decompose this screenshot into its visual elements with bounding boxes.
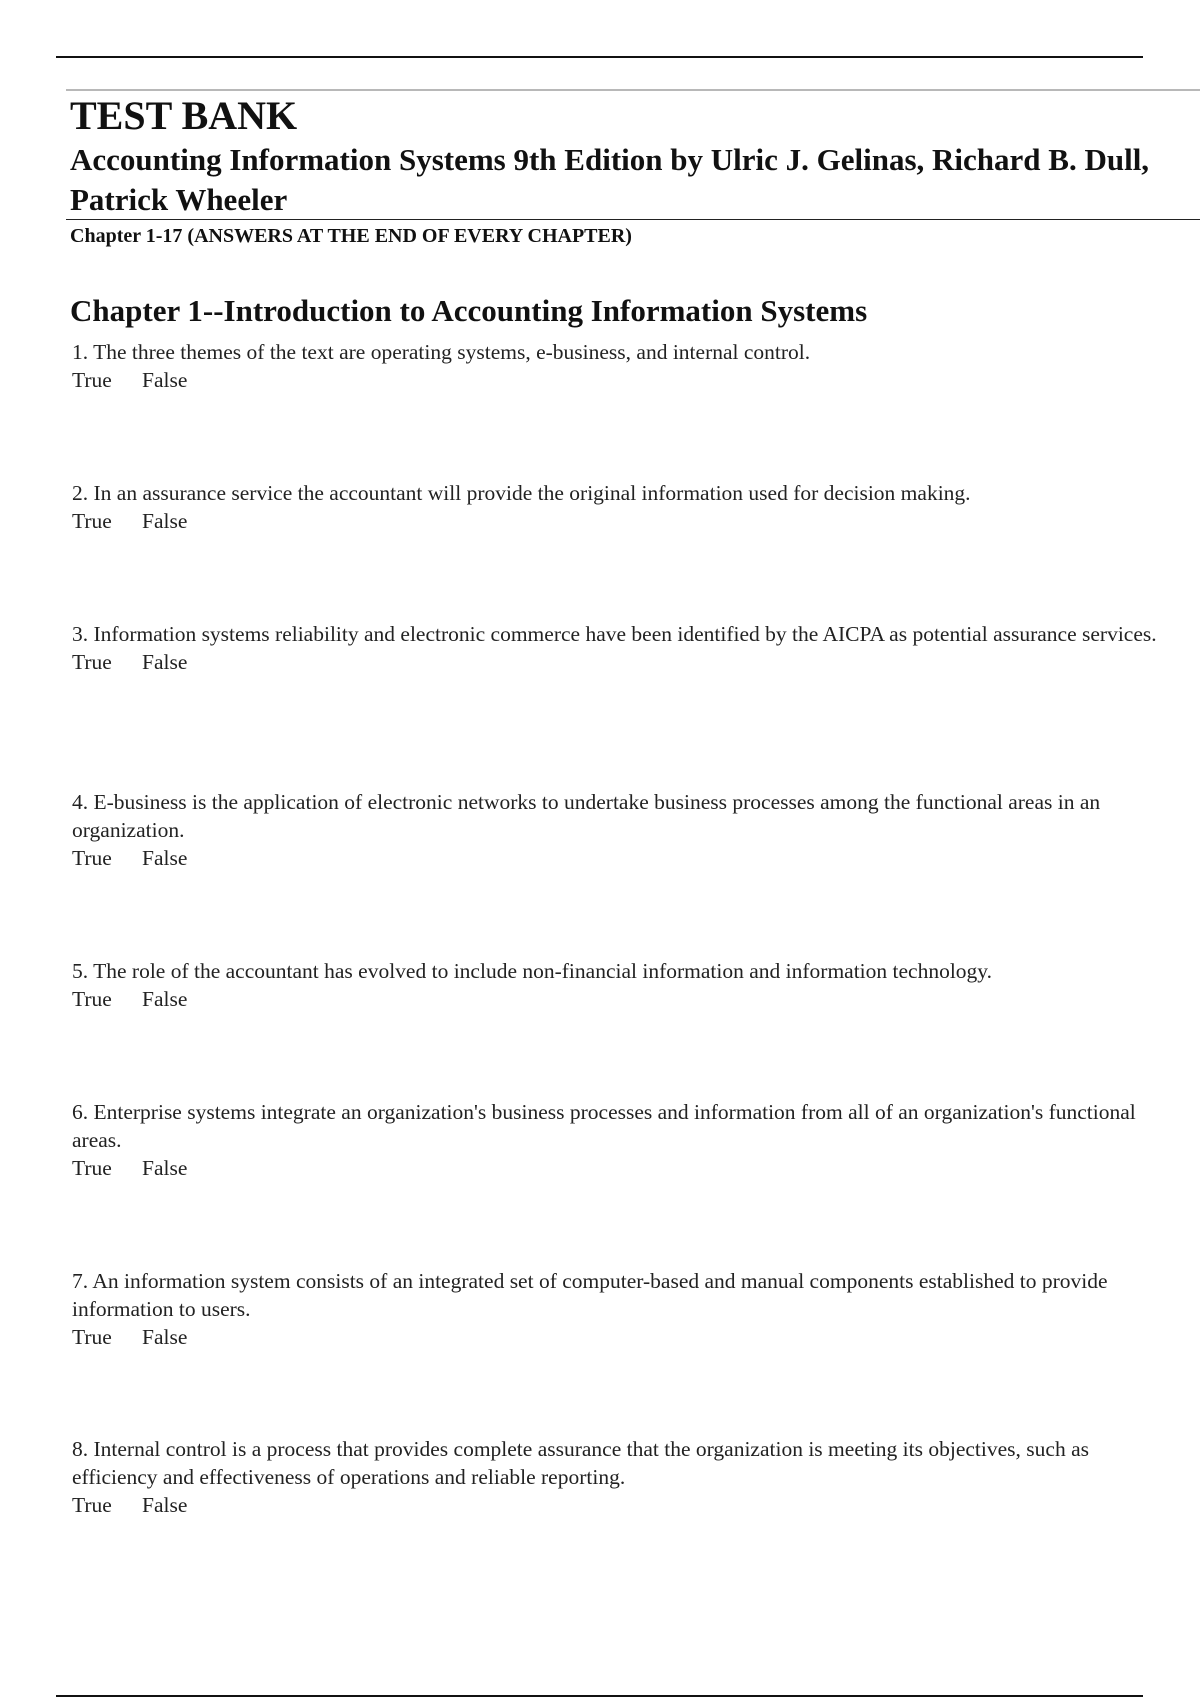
option-false[interactable]: False [142, 1493, 188, 1517]
option-false[interactable]: False [142, 368, 188, 392]
question-text: 5. The role of the accountant has evolved to include non-financial information and information technology. [72, 959, 993, 983]
option-false[interactable]: False [142, 1156, 188, 1180]
answer-options [72, 648, 1162, 676]
question-item [72, 1098, 1162, 1182]
question-item [72, 1267, 1162, 1351]
answer-options [72, 1491, 1162, 1519]
document-title: TEST BANK [70, 93, 298, 138]
top-divider [56, 56, 1143, 58]
option-true[interactable]: True [72, 846, 112, 870]
question-text: 1. The three themes of the text are operating systems, e-business, and internal control. [72, 340, 811, 364]
answer-options [72, 366, 1162, 394]
question-text: 8. Internal control is a process that provides complete assurance that the organization is meeting its objectives, such as efficiency and effectiveness of operations and reliable reporting. [72, 1437, 1089, 1489]
question-item [72, 1435, 1162, 1519]
chapter-range-note: Chapter 1-17 (ANSWERS AT THE END OF EVERY CHAPTER) [70, 225, 632, 247]
question-text: 4. E-business is the application of electronic networks to undertake business processes among the functional areas in an organization. [72, 790, 1101, 842]
answer-options [72, 1323, 1162, 1351]
title-divider [66, 219, 1200, 220]
question-text: 3. Information systems reliability and electronic commerce have been identified by the AICPA as potential assurance services. [72, 622, 1157, 646]
question-item [72, 479, 1162, 535]
question-text: 7. An information system consists of an integrated set of computer-based and manual components established to provide information to users. [72, 1269, 1108, 1321]
option-true[interactable]: True [72, 1156, 112, 1180]
answer-options [72, 844, 1162, 872]
question-text: 6. Enterprise systems integrate an organization's business processes and information from all of an organization's functional areas. [72, 1100, 1136, 1152]
option-true[interactable]: True [72, 650, 112, 674]
question-item [72, 620, 1162, 676]
question-item [72, 338, 1162, 394]
option-true[interactable]: True [72, 1325, 112, 1349]
option-true[interactable]: True [72, 509, 112, 533]
option-true[interactable]: True [72, 368, 112, 392]
option-false[interactable]: False [142, 987, 188, 1011]
question-text: 2. In an assurance service the accountant will provide the original information used for decision making. [72, 481, 971, 505]
option-false[interactable]: False [142, 509, 188, 533]
bottom-divider [56, 1695, 1143, 1697]
answer-options [72, 507, 1162, 535]
option-true[interactable]: True [72, 1493, 112, 1517]
option-false[interactable]: False [142, 650, 188, 674]
answer-options [72, 985, 1162, 1013]
option-false[interactable]: False [142, 846, 188, 870]
header-divider [66, 89, 1200, 91]
question-item [72, 788, 1162, 872]
answer-options [72, 1154, 1162, 1182]
question-item [72, 957, 1162, 1013]
option-true[interactable]: True [72, 987, 112, 1011]
option-false[interactable]: False [142, 1325, 188, 1349]
book-title: Accounting Information Systems 9th Edition by Ulric J. Gelinas, Richard B. Dull, Patrick Wheeler [70, 142, 1150, 217]
chapter-heading: Chapter 1--Introduction to Accounting Information Systems [70, 293, 868, 328]
